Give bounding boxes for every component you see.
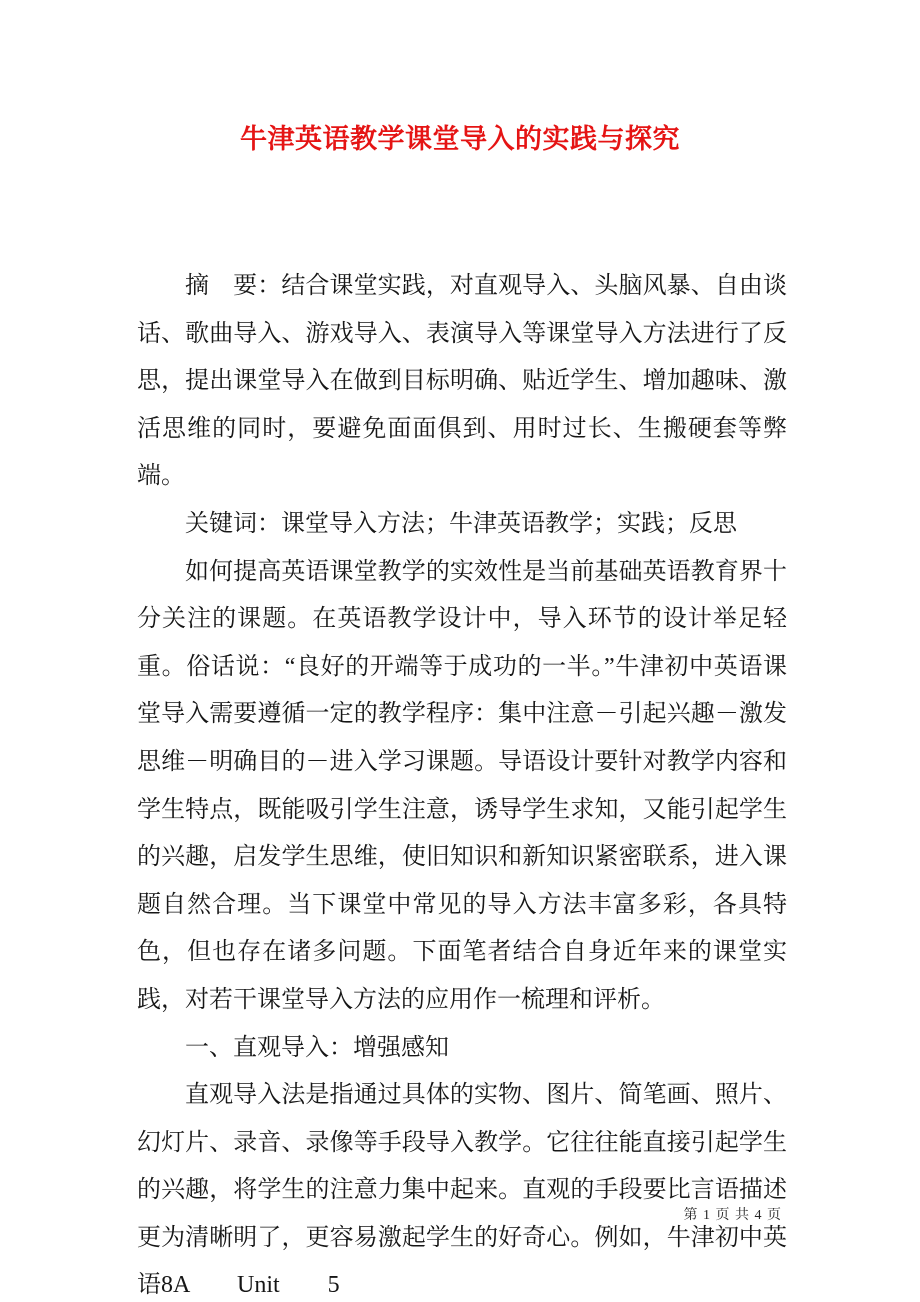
paragraph-introduction: 如何提高英语课堂教学的实效性是当前基础英语教育界十分关注的课题。在英语教学设计中，导入环节的设计举足轻重。俗话说：“良好的开端等于成功的一半。”牛津初中英语课堂导入需要遵循一定的教学程序：集中注意－引起兴趣－激发思维－明确目的－进入学习课题。导语设计要针对教学内容和学生特点，既能吸引学生注意，诱导学生求知，又能引起学生的兴趣，启发学生思维，使旧知识和新知识紧密联系，进入课题自然合理。当下课堂中常见的导入方法丰富多彩，各具特色，但也存在诸多问题。下面笔者结合自身近年来的课堂实践，对若干课堂导入方法的应用作一梳理和评析。 <box>137 558 787 1013</box>
paragraph-abstract: 摘 要：结合课堂实践，对直观导入、头脑风暴、自由谈话、歌曲导入、游戏导入、表演导入等课堂导入方法进行了反思，提出课堂导入在做到目标明确、贴近学生、增加趣味、激活思维的同时，要避免面面俱到、用时过长、生搬硬套等弊端。 <box>137 273 787 490</box>
document-title: 牛津英语教学课堂导入的实践与探究 <box>240 124 680 154</box>
paragraph-keywords: 关键词：课堂导入方法；牛津英语教学；实践；反思 <box>185 510 737 537</box>
page-number-footer: 第 1 页 共 4 页 <box>683 1208 782 1223</box>
section-heading-1: 一、直观导入：增强感知 <box>185 1034 449 1061</box>
paragraph-visual-leadin: 直观导入法是指通过具体的实物、图片、简笔画、照片、幻灯片、录音、录像等手段导入教学。它往往能直接引起学生的兴趣，将学生的注意力集中起来。直观的手段要比言语描述更为清晰明了，更容易激起学生的好奇心。例如，牛津初中英语8A Unit 5 <box>137 1082 787 1299</box>
document-body <box>137 263 787 1302</box>
